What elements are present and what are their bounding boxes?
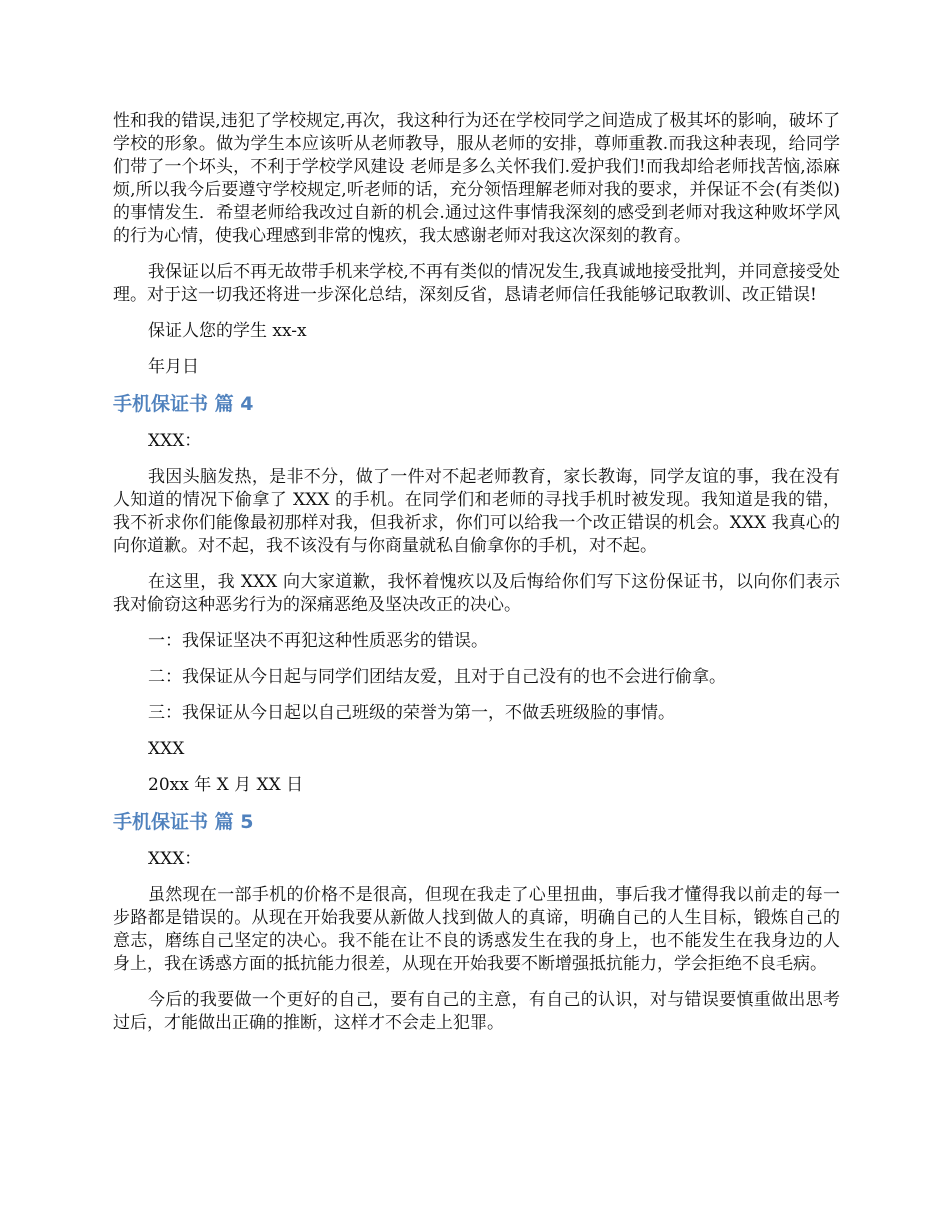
document-page (113, 110, 840, 1048)
pledge-item: 三：我保证从今日起以自己班级的荣誉为第一，不做丢班级脸的事情。 (148, 703, 675, 723)
signature-line: 保证人您的学生 xx-x (148, 321, 307, 341)
date-line: 年月日 (148, 357, 199, 377)
body-paragraph: 在这里，我 XXX 向大家道歉，我怀着愧疚以及后悔给你们写下这份保证书，以向你们表示我对偷窃这种恶劣行为的深痛恶绝及坚决改正的决心。 (113, 572, 840, 615)
pledge-item: 二：我保证从今日起与同学们团结友爱，且对于自己没有的也不会进行偷拿。 (148, 667, 726, 687)
salutation: XXX： (148, 431, 202, 451)
body-paragraph: 性和我的错误,违犯了学校规定,再次，我这种行为还在学校同学之间造成了极其坏的影响，破坏了学校的形象。做为学生本应该听从老师教导，服从老师的安排，尊师重教.而我这种表现，给同学们带了一个坏头，不利于学校学风建设 老师是多么关怀我们.爱护我们!而我却给老师找苦恼,添麻烦,所以我今后要遵守学校规定,听老师的话，充分领悟理解老师对我的要求，并保证不会(有类似)的事情发生．希望老师给我改过自新的机会.通过这件事情我深刻的感受到老师对我这种败坏学风的行为心情，使我心理感到非常的愧疚，我太感谢老师对我这次深刻的教育。 (113, 111, 840, 246)
salutation: XXX： (148, 849, 202, 869)
date-line: 20xx 年 X 月 XX 日 (148, 775, 304, 795)
body-paragraph: 虽然现在一部手机的价格不是很高，但现在我走了心里扭曲，事后我才懂得我以前走的每一步路都是错误的。从现在开始我要从新做人找到做人的真谛，明确自己的人生目标，锻炼自己的意志，磨练自己坚定的决心。我不能在让不良的诱惑发生在我的身上，也不能发生在我身边的人身上，我在诱惑方面的抵抗能力很差，从现在开始我要不断增强抵抗能力，学会拒绝不良毛病。 (113, 885, 840, 974)
section-heading-5: 手机保证书 篇 5 (113, 811, 254, 833)
signature-line: XXX (148, 739, 185, 759)
pledge-item: 一：我保证坚决不再犯这种性质恶劣的错误。 (148, 631, 488, 651)
body-paragraph: 我保证以后不再无故带手机来学校,不再有类似的情况发生,我真诚地接受批判，并同意接受处理。对于这一切我还将进一步深化总结，深刻反省，恳请老师信任我能够记取教训、改正错误! (113, 262, 840, 305)
section-heading-4: 手机保证书 篇 4 (113, 393, 254, 415)
body-paragraph: 今后的我要做一个更好的自己，要有自己的主意，有自己的认识，对与错误要慎重做出思考过后，才能做出正确的推断，这样才不会走上犯罪。 (113, 990, 840, 1033)
body-paragraph: 我因头脑发热，是非不分，做了一件对不起老师教育，家长教诲，同学友谊的事，我在没有人知道的情况下偷拿了 XXX 的手机。在同学们和老师的寻找手机时被发现。我知道是我的错，我不祈求你们能像最初那样对我，但我祈求，你们可以给我一个改正错误的机会。XXX 我真心的向你道歉。对不起，我不该没有与你商量就私自偷拿你的手机，对不起。 (113, 467, 840, 556)
